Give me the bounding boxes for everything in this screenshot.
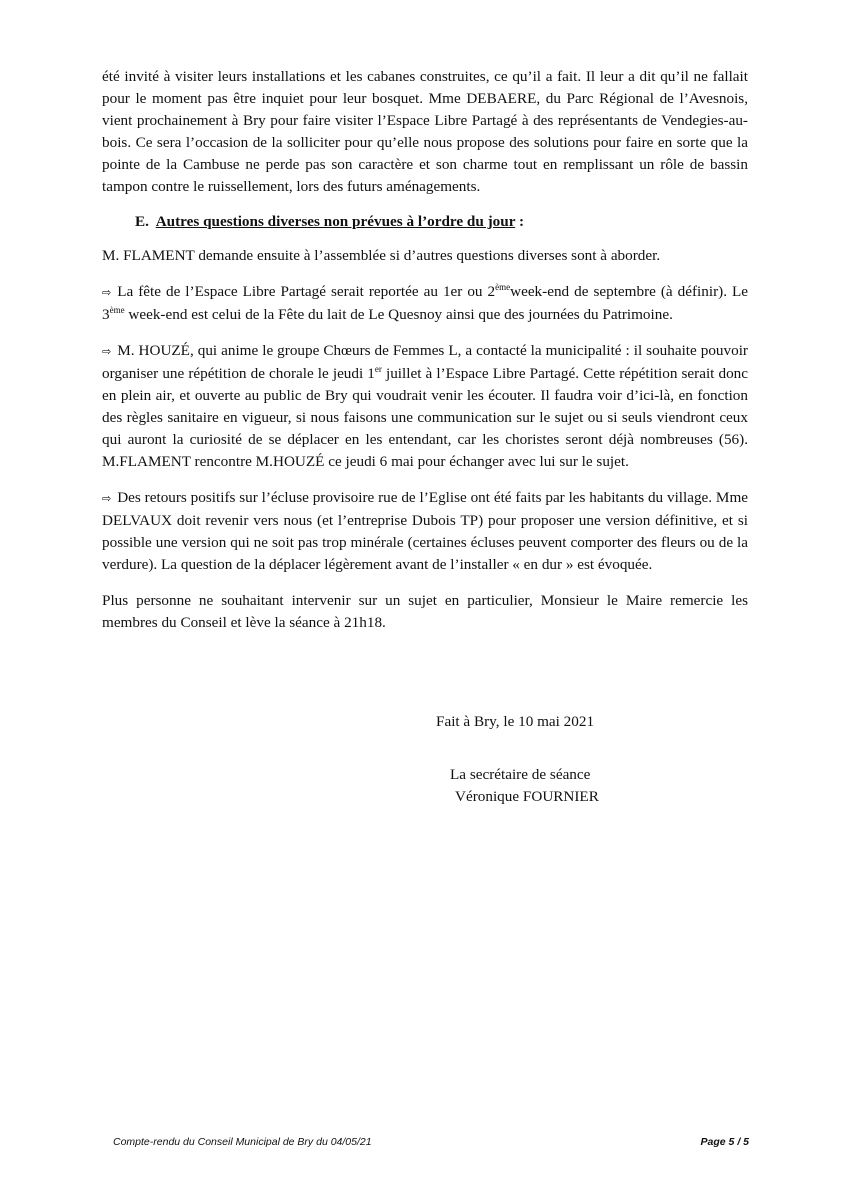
arrow-icon: ⇨: [102, 286, 112, 299]
heading-letter: E.: [135, 213, 149, 230]
secretary-name: Véronique FOURNIER: [455, 788, 599, 805]
arrow-icon: ⇨: [102, 345, 112, 358]
paragraph-flament-question: M. FLAMENT demande ensuite à l’assemblée si d’autres questions diverses sont à aborder.: [102, 247, 661, 264]
paragraph-closing: Plus personne ne souhaitant intervenir sur un sujet en particulier, Monsieur le Maire remercie les membres du Conseil et lève la séance à 21h18.: [102, 592, 748, 631]
section-heading-e: [102, 211, 748, 233]
footer-document-title: Compte-rendu du Conseil Municipal de Bry du 04/05/21: [113, 1136, 372, 1148]
paragraph-cambuse: été invité à visiter leurs installations et les cabanes construites, ce qu’il a fait. Il leur a dit qu’il ne fallait pour le moment pas être inquiet pour leur bosquet. Mme DEBAERE, du Parc Régional de l’Avesnois, vient prochainement à Bry pour faire visiter l’Espace Libre Partagé à des représentants de Vendegies-au-bois. Ce sera l’occasion de la solliciter pour qu’elle nous propose des solutions pour faire en sorte que la pointe de la Cambuse ne perde pas son caractère et son charme tout en remplissant un rôle de bassin tampon contre le ruissellement, lors des futurs aménagements.: [102, 68, 748, 195]
paragraph-fete: ⇨ La fête de l’Espace Libre Partagé serait reportée au 1er ou 2èmeweek-end de septembre (à définir). Le 3ème week-end est celui de la Fête du lait de Le Quesnoy ainsi que des journées du Patrimoine.: [102, 281, 748, 323]
arrow-icon: ⇨: [102, 492, 112, 505]
secretary-role: La secrétaire de séance: [450, 766, 591, 783]
heading-suffix: :: [515, 213, 525, 230]
page-number: Page 5 / 5: [700, 1136, 749, 1148]
paragraph-chorale: ⇨ M. HOUZÉ, qui anime le groupe Chœurs de Femmes L, a contacté la municipalité : il souhaite pouvoir organiser une répétition de chorale le jeudi 1er juillet à l’Espace Libre Partagé. Cette répétition serait donc en plein air, et ouverte au public de Bry qui voudrait venir les écouter. Il faudra voir d’ici-là, en fonction des règles sanitaire en vigueur, si nous faisons une communication sur le sujet ou si seuls viendront ceux qui auront la curiosité de se déplacer en les entendant, car les choristes seront déjà nombreuses (56). M.FLAMENT rencontre M.HOUZÉ ce jeudi 6 mai pour échanger avec lui sur le sujet.: [102, 342, 749, 470]
heading-label: Autres questions diverses non prévues à l’ordre du jour: [155, 213, 516, 230]
document-body: [102, 66, 748, 634]
paragraph-ecluse: ⇨ Des retours positifs sur l’écluse provisoire rue de l’Eglise ont été faits par les habitants du village. Mme DELVAUX doit revenir vers nous (et l’entreprise Dubois TP) pour proposer une version définitive, et si possible une version qui ne soit pas trop minérale (certaines écluses peuvent comporter des fleurs ou de la verdure). La question de la déplacer légèrement avant de l’installer « en dur » est évoquée.: [102, 489, 748, 573]
page-footer: [113, 1136, 749, 1148]
place-date: Fait à Bry, le 10 mai 2021: [436, 713, 595, 730]
